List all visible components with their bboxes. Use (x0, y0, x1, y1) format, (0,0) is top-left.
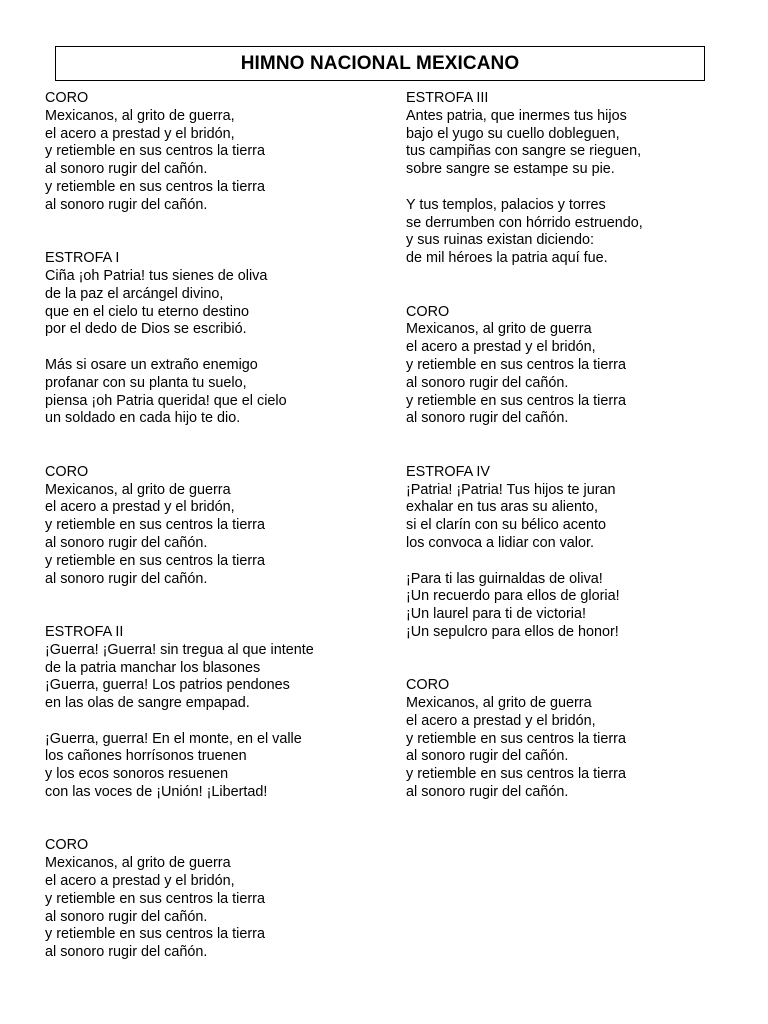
verse-line: un soldado en cada hijo te dio. (45, 410, 241, 427)
section-heading: ESTROFA II (45, 623, 124, 640)
verse-line: y retiemble en sus centros la tierra (406, 356, 626, 373)
verse-line: que en el cielo tu eterno destino (45, 303, 250, 320)
verse-line: se derrumben con hórrido estruendo, (406, 214, 643, 231)
coro-section (406, 677, 746, 802)
coro-section (406, 304, 746, 429)
verse-line: piensa ¡oh Patria querida! que el cielo (45, 392, 287, 409)
verse-line: el acero a prestad y el bridón, (45, 125, 235, 142)
verse-line: y retiemble en sus centros la tierra (45, 890, 265, 907)
verse-line: ¡Un sepulcro para ellos de honor! (406, 623, 619, 640)
verse-line: al sonoro rugir del cañón. (45, 908, 208, 925)
verse-line: y retiemble en sus centros la tierra (406, 730, 626, 747)
verse-line: Y tus templos, palacios y torres (406, 196, 606, 213)
verse-line: si el clarín con su bélico acento (406, 517, 606, 534)
verse-line: bajo el yugo su cuello dobleguen, (406, 125, 620, 142)
verse-line: y sus ruinas existan diciendo: (406, 232, 594, 249)
verse-line: Mexicanos, al grito de guerra (406, 321, 592, 338)
verse-line: Antes patria, que inermes tus hijos (406, 107, 627, 124)
verse-line: de mil héroes la patria aquí fue. (406, 250, 608, 267)
verse-line: Mexicanos, al grito de guerra (45, 855, 231, 872)
verse-line: Más si osare un extraño enemigo (45, 356, 258, 373)
verse-line: el acero a prestad y el bridón, (406, 712, 596, 729)
coro-section (45, 837, 375, 962)
estrofa-section (45, 624, 375, 802)
verse-line: Ciña ¡oh Patria! tus sienes de oliva (45, 267, 268, 284)
coro-section (45, 464, 375, 589)
verse-line: por el dedo de Dios se escribió. (45, 321, 247, 338)
verse-line: al sonoro rugir del cañón. (45, 944, 208, 961)
verse-line: al sonoro rugir del cañón. (406, 748, 569, 765)
verse-line: al sonoro rugir del cañón. (45, 161, 208, 178)
estrofa-section (406, 90, 746, 268)
verse-line: ¡Guerra! ¡Guerra! sin tregua al que intente (45, 641, 314, 658)
verse-line: de la paz el arcángel divino, (45, 285, 224, 302)
verse-line: Mexicanos, al grito de guerra, (45, 107, 235, 124)
verse-line: de la patria manchar los blasones (45, 659, 261, 676)
verse-line: al sonoro rugir del cañón. (45, 196, 208, 213)
verse-line: Mexicanos, al grito de guerra (45, 481, 231, 498)
verse-line: exhalar en tus aras su aliento, (406, 499, 598, 516)
section-heading: ESTROFA IV (406, 463, 490, 480)
verse-line: los cañones horrísonos truenen (45, 748, 247, 765)
verse-line: profanar con su planta tu suelo, (45, 374, 247, 391)
verse-line: al sonoro rugir del cañón. (406, 374, 569, 391)
section-heading: CORO (45, 837, 89, 854)
estrofa-section (45, 250, 375, 428)
verse-line: Mexicanos, al grito de guerra (406, 695, 592, 712)
verse-line: al sonoro rugir del cañón. (45, 534, 208, 551)
verse-line: y retiemble en sus centros la tierra (45, 926, 265, 943)
verse-line: con las voces de ¡Unión! ¡Libertad! (45, 784, 268, 801)
section-heading: ESTROFA III (406, 90, 489, 106)
verse-line: y retiemble en sus centros la tierra (45, 517, 265, 534)
verse-line: sobre sangre se estampe su pie. (406, 161, 615, 178)
verse-line: y los ecos sonoros resuenen (45, 766, 229, 783)
verse-line: ¡Guerra, guerra! En el monte, en el valle (45, 730, 302, 747)
section-heading: CORO (45, 463, 89, 480)
coro-section (45, 90, 375, 215)
estrofa-section (406, 464, 746, 642)
verse-line: tus campiñas con sangre se rieguen, (406, 143, 642, 160)
verse-line: y retiemble en sus centros la tierra (45, 143, 265, 160)
verse-line: el acero a prestad y el bridón, (45, 873, 235, 890)
verse-line: ¡Patria! ¡Patria! Tus hijos te juran (406, 481, 616, 498)
verse-line: y retiemble en sus centros la tierra (406, 392, 626, 409)
verse-line: y retiemble en sus centros la tierra (406, 766, 626, 783)
verse-line: al sonoro rugir del cañón. (45, 570, 208, 587)
verse-line: y retiemble en sus centros la tierra (45, 178, 265, 195)
title-box (55, 46, 705, 81)
right-column (406, 90, 746, 802)
verse-line: y retiemble en sus centros la tierra (45, 552, 265, 569)
verse-line: ¡Un laurel para ti de victoria! (406, 606, 586, 623)
verse-line: al sonoro rugir del cañón. (406, 784, 569, 801)
verse-line: el acero a prestad y el bridón, (45, 499, 235, 516)
verse-line: los convoca a lidiar con valor. (406, 534, 594, 551)
verse-line: el acero a prestad y el bridón, (406, 339, 596, 356)
section-heading: CORO (45, 90, 89, 106)
section-heading: CORO (406, 677, 450, 694)
verse-line: al sonoro rugir del cañón. (406, 410, 569, 427)
verse-line: ¡Un recuerdo para ellos de gloria! (406, 588, 620, 605)
verse-line: ¡Guerra, guerra! Los patrios pendones (45, 677, 290, 694)
section-heading: CORO (406, 303, 450, 320)
verse-line: en las olas de sangre empapad. (45, 695, 250, 712)
verse-line: ¡Para ti las guirnaldas de oliva! (406, 570, 603, 587)
left-column (45, 90, 375, 962)
section-heading: ESTROFA I (45, 250, 120, 267)
document-title: HIMNO NACIONAL MEXICANO (240, 52, 520, 74)
